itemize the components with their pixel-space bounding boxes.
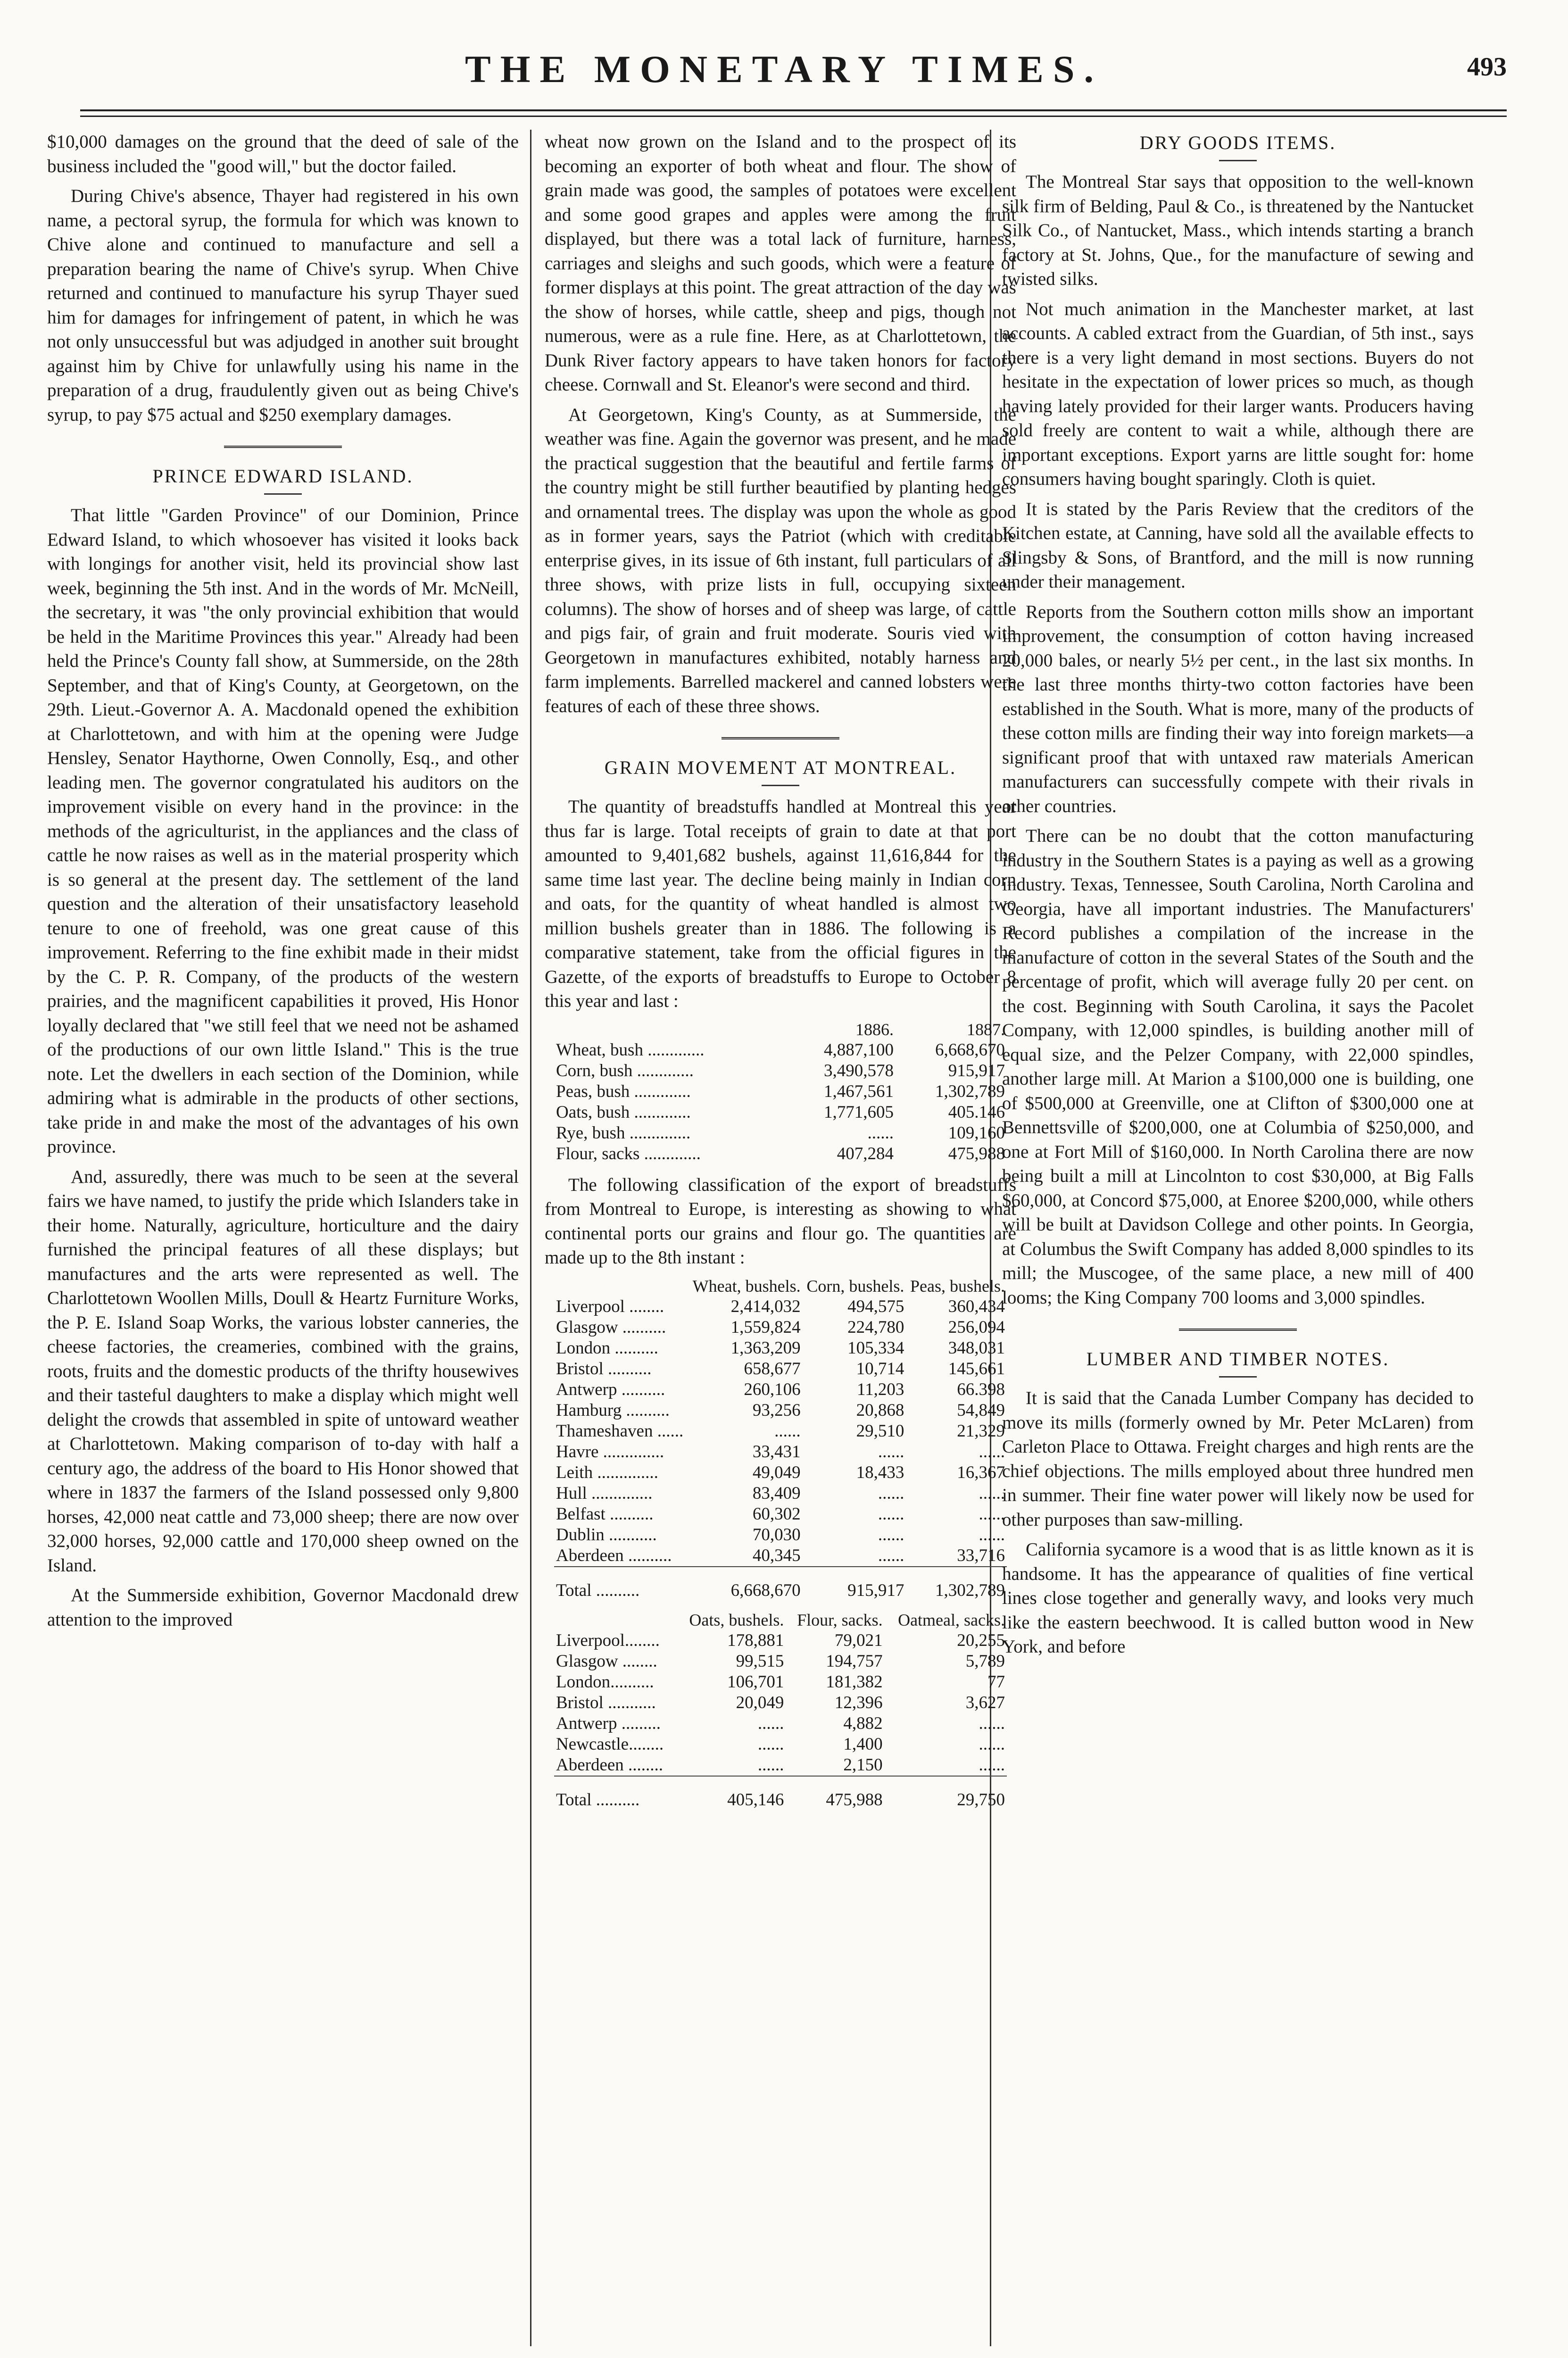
table-total-row: Total .......... 6,668,670 915,917 1,302,789 <box>556 1580 1005 1600</box>
table-row: London .......... 1,363,209 105,334 348,031 <box>556 1338 1005 1358</box>
paragraph: There can be no doubt that the cotton manufacturing industry in the Southern States is a paying as well as a growing industry. Texas, Tennessee, South Carolina, North Carolina and Georgia, have all important industries. The Manufacturers' Record publishes a compilation of the increase in the manufacture of cotton in the several States of the South and the percentage of profit, which will average fully 20 per cent. on the cost. Beginning with South Carolina, it says the Pacolet Company, with 12,000 spindles, is building another mill of equal size, and the Pelzer Company, with 22,000 spindles, another large mill. At Marion a $100,000 one is building, one of $500,000 at Greenville, one at Clifton of $300,000 one at Bennettsville of $200,000, one at Columbia of $250,000, and one at Fort Mill of $160,000. In North Carolina there are now being built a mill at Lincolnton to cost $30,000, at Big Falls $60,000, at Concord $75,000, at Enoree $200,000, while others will be built at Davidson College and other points. In Georgia, at Columbus the Swift Company has added 8,000 spindles to its mill; the Muscogee, of the same place, a new mill of 400 looms; the King Company 700 looms and 3,000 spindles. <box>1002 826 1474 1308</box>
paragraph: The Montreal Star says that opposition to the well-known silk firm of Belding, Paul & Co., is threatened by the Nantucket Silk Co., of Nantucket, Mass., which intends starting a branch factory at St. Johns, Que., for the manufacture of sewing and twisted silks. <box>1002 172 1474 289</box>
table-row: Dublin ........... 70,030 ...... ...... <box>556 1525 1005 1544</box>
table-row: London.......... 106,701 181,382 77 <box>556 1672 1005 1692</box>
table-row: Corn, bush ............. 3,490,578 915,917 <box>556 1061 1005 1080</box>
paragraph: California sycamore is a wood that is as little known as it is handsome. It has the appearance of qualities of fine vertical lines close together and generally wavy, and looks very much like the eastern beechwood. It is called button wood in New York, and before <box>1002 1539 1474 1657</box>
section-heading-lumber-timber: LUMBER AND TIMBER NOTES. <box>1086 1348 1390 1370</box>
table-total-row: Total .......... 405,146 475,988 29,750 <box>556 1790 1005 1810</box>
table-row: Oats, bush ............. 1,771,605 405.146 <box>556 1102 1005 1122</box>
table-row: Aberdeen ........ ...... 2,150 ...... <box>556 1755 1005 1775</box>
masthead <box>0 0 1568 118</box>
paragraph: The quantity of breadstuffs handled at Montreal this year thus far is large. Total receipts of grain to date at that port amounted to 9,401,682 bushels, against 11,616,844 for the same time last year. The decline being mainly in Indian corn and oats, for the quantity of wheat handled is almost two million bushels greater than in 1886. The following is a comparative statement, take from the official figures in the Gazette, of the exports of breadstuffs to Europe to October 8 this year and last : <box>545 797 1016 1011</box>
column-3 <box>1002 130 1474 2346</box>
table-row: Havre .............. 33,431 ...... ...... <box>556 1442 1005 1461</box>
column-2 <box>545 130 1016 2346</box>
paragraph: wheat now grown on the Island and to the prospect of its becoming an exporter of both wheat and flour. The show of grain made was good, the samples of potatoes were excellent and some good grapes and apples were among the fruit displayed, but there was a total lack of furniture, harness, carriages and sleighs and such goods, which were a feature of former displays at this point. The great attraction of the day was the show of horses, while cattle, sheep and pigs, though not numerous, were as a rule fine. Here, as at Charlottetown, the Dunk River factory appears to have taken honors for factory cheese. Cornwall and St. Eleanor's were second and third. <box>545 132 1016 395</box>
breadstuffs-comparison-table <box>554 1019 1007 1164</box>
exports-by-port-table-grains <box>554 1276 1007 1601</box>
table-header: Flour, sacks. <box>797 1610 883 1629</box>
column-divider <box>530 130 531 2346</box>
table-header: Peas, bushels. <box>910 1276 1005 1295</box>
table-header: Corn, bushels. <box>806 1276 904 1295</box>
table-header: 1886. <box>855 1020 894 1039</box>
table-row: Hamburg .......... 93,256 20,868 54,849 <box>556 1400 1005 1420</box>
table-row: Bristol ........... 20,049 12,396 3,627 <box>556 1693 1005 1712</box>
table-header: Wheat, bushels. <box>692 1276 801 1295</box>
table-row: Flour, sacks ............. 407,284 475,988 <box>556 1144 1005 1163</box>
section-divider <box>224 446 342 450</box>
paragraph: It is said that the Canada Lumber Company has decided to move its mills (formerly owned by Mr. Peter McLaren) from Carleton Place to Ottawa. Freight charges and high rents are the chief objections. The mills employed about three hundred men in summer. Their fine water power will likely now be used for other purposes than saw-milling. <box>1002 1388 1474 1530</box>
table-row: Antwerp ......... ...... 4,882 ...... <box>556 1713 1005 1733</box>
table-row: Thameshaven ...... ...... 29,510 21,329 <box>556 1421 1005 1441</box>
table-row: Glasgow .......... 1,559,824 224,780 256,094 <box>556 1317 1005 1337</box>
exports-by-port-table-oats-flour <box>554 1610 1007 1810</box>
section-divider <box>722 737 839 741</box>
table-row: Leith .............. 49,049 18,433 16,367 <box>556 1462 1005 1482</box>
column-1 <box>47 130 519 2346</box>
paragraph: It is stated by the Paris Review that the creditors of the Kitchen estate, at Canning, have sold all the available effects to Slingsby & Sons, of Brantford, and the mill is now running under their management. <box>1002 498 1474 592</box>
table-row: Glasgow ........ 99,515 194,757 5,789 <box>556 1651 1005 1671</box>
table-row: Aberdeen .......... 40,345 ...... 33,716 <box>556 1545 1005 1565</box>
section-divider <box>1179 1328 1297 1333</box>
heading-rule <box>1219 1376 1257 1378</box>
table-row: Newcastle........ ...... 1,400 ...... <box>556 1734 1005 1754</box>
paragraph: At the Summerside exhibition, Governor Macdonald drew attention to the improved <box>47 1585 519 1630</box>
header-rule <box>80 109 1507 111</box>
section-heading-dry-goods: DRY GOODS ITEMS. <box>1139 132 1336 153</box>
paragraph: At Georgetown, King's County, as at Summerside, the weather was fine. Again the governor was present, and he made the practical suggestion that the beautiful and fertile farms of the country might be still further beautified by planting hedges and ornamental trees. The display was upon the whole as good as in former years, says the Patriot (which with creditable enterprise gives, in its issue of 6th instant, full particulars of all three shows, with prize lists in full, occupying sixteen columns). The show of horses and of sheep was large, of cattle and pigs fair, of grain and fruit moderate. Souris vied with Georgetown in manufactures exhibited, notably harness and farm implements. Barrelled mackerel and canned lobsters were features of each of these three shows. <box>545 404 1016 716</box>
table-row: Liverpool........ 178,881 79,021 20,255 <box>556 1630 1005 1650</box>
table-row: Bristol .......... 658,677 10,714 145,661 <box>556 1359 1005 1378</box>
page-number: 493 <box>1467 52 1507 82</box>
table-row: Liverpool ........ 2,414,032 494,575 360,434 <box>556 1296 1005 1316</box>
header-rule <box>80 116 1507 117</box>
paragraph: The following classification of the export of breadstuffs from Montreal to Europe, is interesting as showing to what continental ports our grains and flour go. The quantities are made up to the 8th instant : <box>545 1174 1016 1268</box>
paragraph: And, assuredly, there was much to be seen at the several fairs we have named, to justify the pride which Islanders take in their home. Naturally, agriculture, horticulture and the dairy furnished the principal features of all these displays; but manufactures and the arts were represented as well. The Charlottetown Woollen Mills, Doull & Heartz Furniture Works, the P. E. Island Soap Works, the various lobster canneries, the cheese factories, the creameries, combined with the grains, roots, fruits and the domestic products of the thrifty housewives and their tasteful daughters to make a display which might well delight the crowds that assembled in spite of untoward weather at Charlottetown. Making comparison of to-day with half a century ago, the address of the board to His Honor showed that where in 1837 the farmers of the Island possessed only 9,800 horses, 42,000 neat cattle and 73,000 sheep; there are now over 32,000 horses, 92,000 cattle and 170,000 sheep owned on the Island. <box>47 1166 519 1576</box>
section-heading-grain-movement: GRAIN MOVEMENT AT MONTREAL. <box>604 757 957 778</box>
paragraph: That little "Garden Province" of our Dominion, Prince Edward Island, to which whosoever has visited it looks back with longings for another visit, held its provincial show last week, beginning the 5th inst. And in the words of Mr. McNeill, the secretary, it was "the only provincial exhibition that would be held in the Maritime Provinces this year." Already had been held the Prince's County fall show, at Summerside, on the 28th September, and that of King's County, at Georgetown, on the 29th. Lieut.-Governor A. A. Macdonald opened the exhibition at Charlottetown, and with him at the opening were Judge Hensley, Senator Haythorne, Owen Connolly, Esq., and other leading men. The governor congratulated his auditors on the improvement visible on every hand in the province: in the methods of the agriculturist, in the appliances and the class of cattle he now raises as well as in the material prosperity which is so general at the present day. The settlement of the land question and the alteration of their unsatisfactory leasehold tenure to one of freehold, was one great cause of this improvement. Referring to the fine exhibit made in their midst by the C. P. R. Company, of the products of the western prairies, and the magnificent capabilities it proved, His Honor loyally declared that "we still feel that we need not be ashamed of the productions of our own little Island." This is the true note. Let the dwellers in each section of the Dominion, while admiring what is admirable in the products of other sections, take pride in and make the most of the advantages of his own province. <box>47 505 519 1157</box>
section-heading-prince-edward-island: PRINCE EDWARD ISLAND. <box>152 465 414 487</box>
heading-rule <box>1219 160 1257 161</box>
table-header: 1887. <box>967 1020 1005 1039</box>
table-header: Oatmeal, sacks. <box>898 1610 1005 1629</box>
table-row: Wheat, bush ............. 4,887,100 6,668,670 <box>556 1040 1005 1060</box>
table-row: Antwerp .......... 260,106 11,203 66.398 <box>556 1379 1005 1399</box>
paragraph: Not much animation in the Manchester market, at last accounts. A cabled extract from the Guardian, of 5th inst., says there is a very light demand in most sections. Buyers do not hesitate in the expectation of lower prices so much, as though having lately provided for their larger wants. Producers having sold freely are content to wait a while, although there are important exceptions. Export yarns are little sought for: home consumers having bought sparingly. Cloth is quiet. <box>1002 299 1474 489</box>
heading-rule <box>762 785 799 786</box>
table-row: Peas, bush ............. 1,467,561 1,302,789 <box>556 1081 1005 1101</box>
paragraph: Reports from the Southern cotton mills show an important improvement, the consumption of cotton having increased 20,000 bales, or nearly 5½ per cent., in the last six months. In the last three months thirty-two cotton factories have been established in the South. What is more, many of the products of these cotton mills are finding their way into foreign markets—a significant proof that with untaxed raw materials American manufacturers can successfully compete with their rivals in other countries. <box>1002 601 1474 816</box>
table-row: Hull .............. 83,409 ...... ...... <box>556 1483 1005 1503</box>
table-row: Belfast .......... 60,302 ...... ...... <box>556 1504 1005 1524</box>
heading-rule <box>264 493 302 495</box>
table-row: Rye, bush .............. ...... 109,160 <box>556 1123 1005 1143</box>
paragraph: $10,000 damages on the ground that the deed of sale of the business included the "good will," but the doctor failed. <box>47 132 519 176</box>
table-header: Oats, bushels. <box>689 1610 784 1629</box>
publication-title: THE MONETARY TIMES. <box>465 48 1103 91</box>
paragraph: During Chive's absence, Thayer had registered in his own name, a pectoral syrup, the formula for which was known to Chive alone and continued to manufacture and sell a preparation bearing the name of Chive's syrup. When Chive returned and continued to manufacture his syrup Thayer sued him for damages for infringement of patent, in which he was not only unsuccessful but was adjudged in another suit brought against him by Chive for unlawfully using his name in the preparation of a drug, fraudulently given out as being Chive's syrup, to pay $75 actual and $250 exemplary damages. <box>47 186 519 425</box>
